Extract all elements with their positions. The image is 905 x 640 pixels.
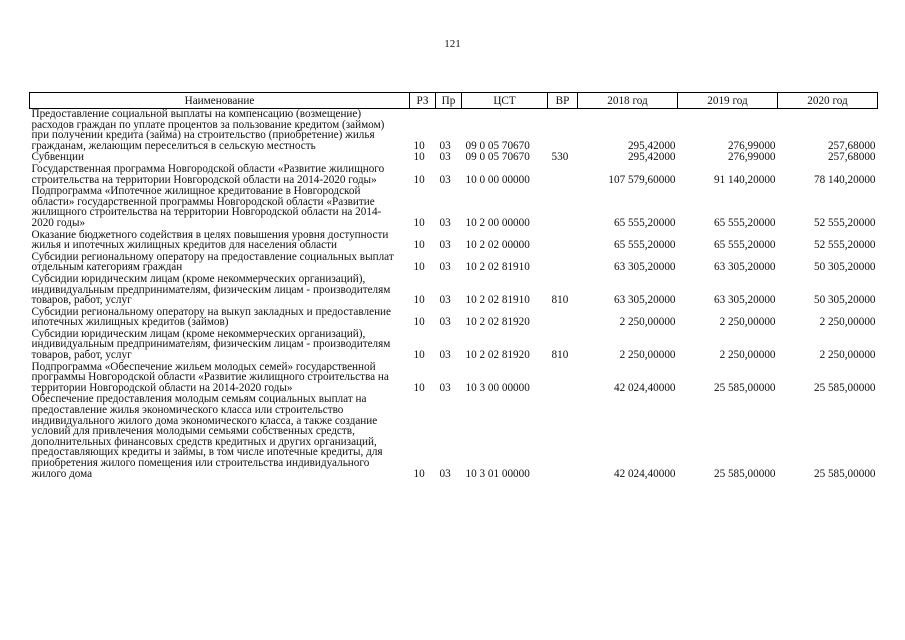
row-rz: 10 bbox=[413, 173, 425, 186]
row-2018: 2 250,00000 bbox=[619, 316, 676, 329]
row-2019: 2 250,00000 bbox=[719, 316, 776, 329]
row-name: Субсидии юридическим лицам (кроме некоммерческих организаций), индивидуальным предпринимателям, физическим лицам - производителям товаров, работ, услуг bbox=[31, 272, 391, 307]
header-pr: Пр bbox=[436, 93, 462, 109]
row-2020: 257,68000 bbox=[827, 139, 876, 152]
row-cst: 10 2 02 81910 bbox=[465, 294, 530, 307]
table-header-row bbox=[30, 93, 878, 109]
row-2018: 295,42000 bbox=[627, 151, 676, 164]
row-name: Субвенции bbox=[31, 151, 84, 164]
row-rz: 10 bbox=[413, 239, 425, 252]
table-row bbox=[30, 274, 878, 307]
row-pr: 03 bbox=[439, 316, 451, 329]
row-2020: 257,68000 bbox=[827, 151, 876, 164]
row-2018: 63 305,20000 bbox=[613, 261, 676, 274]
table-row bbox=[30, 230, 878, 252]
row-rz: 10 bbox=[413, 316, 425, 329]
table-row bbox=[30, 394, 878, 480]
row-rz: 10 bbox=[413, 216, 425, 229]
row-pr: 03 bbox=[439, 294, 451, 307]
row-name: Подпрограмма «Ипотечное жилищное кредитование в Новгородской области» государственной программы Новгородской области «Развитие жилищного строительства на территории Новгородской области на 2014-2020 годы» bbox=[31, 185, 382, 229]
header-2020: 2020 год bbox=[778, 93, 878, 109]
page-number: 121 bbox=[444, 38, 461, 50]
table-row bbox=[30, 362, 878, 395]
row-name: Обеспечение предоставления молодым семьям социальных выплат на предоставление жилья экономического класса или строительство индивидуального жилого дома экономического класса, а также создание условий для привлечения молодыми семьями собственных средств, дополнительных финансовых средств кредитных и других организаций, предоставляющих кредиты и займы, в том числе ипотечные кредиты, для приобретения жилого помещения или строительства индивидуального жилого дома bbox=[31, 393, 383, 480]
row-rz: 10 bbox=[413, 294, 425, 307]
row-rz: 10 bbox=[413, 151, 425, 164]
row-2019: 63 305,20000 bbox=[713, 294, 776, 307]
row-2020: 2 250,00000 bbox=[819, 316, 876, 329]
row-2018: 2 250,00000 bbox=[619, 349, 676, 362]
row-2018: 63 305,20000 bbox=[613, 294, 676, 307]
table-row bbox=[30, 252, 878, 274]
row-vr bbox=[548, 109, 578, 153]
row-pr: 03 bbox=[439, 173, 451, 186]
row-pr: 03 bbox=[439, 216, 451, 229]
row-2019: 65 555,20000 bbox=[713, 216, 776, 229]
budget-table bbox=[29, 92, 878, 480]
row-vr: 810 bbox=[551, 294, 569, 307]
row-2019: 25 585,00000 bbox=[713, 467, 776, 480]
row-2020: 50 305,20000 bbox=[813, 294, 876, 307]
table-row bbox=[30, 186, 878, 229]
table-row bbox=[30, 109, 878, 153]
table-row bbox=[30, 307, 878, 329]
row-2019: 91 140,20000 bbox=[713, 173, 776, 186]
row-rz: 10 bbox=[413, 467, 425, 480]
row-2020: 2 250,00000 bbox=[819, 349, 876, 362]
header-vr: ВР bbox=[548, 93, 578, 109]
row-vr bbox=[548, 186, 578, 229]
row-vr bbox=[548, 252, 578, 274]
row-rz: 10 bbox=[413, 261, 425, 274]
row-vr bbox=[548, 164, 578, 186]
row-2019: 276,99000 bbox=[727, 151, 776, 164]
row-pr: 03 bbox=[439, 151, 451, 164]
row-vr bbox=[548, 394, 578, 480]
row-pr: 03 bbox=[439, 349, 451, 362]
row-2020: 50 305,20000 bbox=[813, 261, 876, 274]
row-2018: 107 579,60000 bbox=[608, 173, 676, 186]
row-2020: 78 140,20000 bbox=[813, 173, 876, 186]
row-vr: 530 bbox=[551, 151, 569, 164]
row-cst: 10 2 02 81920 bbox=[465, 316, 530, 329]
row-2019: 65 555,20000 bbox=[713, 239, 776, 252]
row-pr: 03 bbox=[439, 139, 451, 152]
row-2019: 2 250,00000 bbox=[719, 349, 776, 362]
row-vr bbox=[548, 307, 578, 329]
header-2019: 2019 год bbox=[678, 93, 778, 109]
row-rz: 10 bbox=[413, 139, 425, 152]
row-cst: 10 0 00 00000 bbox=[465, 173, 530, 186]
row-2020: 52 555,20000 bbox=[813, 239, 876, 252]
row-2018: 42 024,40000 bbox=[613, 467, 676, 480]
row-cst: 10 2 02 00000 bbox=[465, 239, 530, 252]
row-cst: 10 2 02 81920 bbox=[465, 349, 530, 362]
row-name: Субсидии юридическим лицам (кроме некоммерческих организаций), индивидуальным предпринимателям, физическим лицам - производителям товаров, работ, услуг bbox=[31, 327, 391, 362]
row-name: Подпрограмма «Обеспечение жильем молодых семей» государственной программы Новгородской области «Развитие жилищного строительства на территории Новгородской области на 2014-2020 годы» bbox=[31, 360, 389, 394]
row-2018: 65 555,20000 bbox=[613, 216, 676, 229]
header-cst: ЦСТ bbox=[462, 93, 548, 109]
row-2020: 25 585,00000 bbox=[813, 381, 876, 394]
row-pr: 03 bbox=[439, 261, 451, 274]
row-cst: 10 2 00 00000 bbox=[465, 216, 530, 229]
row-vr: 810 bbox=[551, 349, 569, 362]
row-2019: 63 305,20000 bbox=[713, 261, 776, 274]
header-2018: 2018 год bbox=[578, 93, 678, 109]
row-2018: 295,42000 bbox=[627, 139, 676, 152]
row-cst: 09 0 05 70670 bbox=[465, 151, 530, 164]
row-vr bbox=[548, 230, 578, 252]
row-2018: 65 555,20000 bbox=[613, 239, 676, 252]
row-pr: 03 bbox=[439, 381, 451, 394]
row-cst: 09 0 05 70670 bbox=[465, 139, 530, 152]
row-2020: 25 585,00000 bbox=[813, 467, 876, 480]
row-cst: 10 2 02 81910 bbox=[465, 261, 530, 274]
row-pr: 03 bbox=[439, 467, 451, 480]
table-row bbox=[30, 164, 878, 186]
row-name: Субсидии региональному оператору на выкуп закладных и предоставление ипотечных жилищных кредитов (займов) bbox=[31, 305, 392, 329]
row-name: Оказание бюджетного содействия в целях повышения уровня доступности жилья и ипотечных жилищных кредитов для населения области bbox=[31, 228, 389, 252]
row-cst: 10 3 01 00000 bbox=[465, 467, 530, 480]
table-row bbox=[30, 329, 878, 362]
header-name: Наименование bbox=[30, 93, 410, 109]
row-2018: 42 024,40000 bbox=[613, 381, 676, 394]
header-rz: РЗ bbox=[410, 93, 436, 109]
row-vr bbox=[548, 362, 578, 395]
row-pr: 03 bbox=[439, 239, 451, 252]
row-2020: 52 555,20000 bbox=[813, 216, 876, 229]
row-cst: 10 3 00 00000 bbox=[465, 381, 530, 394]
row-rz: 10 bbox=[413, 349, 425, 362]
row-rz: 10 bbox=[413, 381, 425, 394]
row-2019: 25 585,00000 bbox=[713, 381, 776, 394]
row-name: Государственная программа Новгородской области «Развитие жилищного строительства на территории Новгородской области на 2014-2020 годы» bbox=[31, 162, 385, 186]
row-2019: 276,99000 bbox=[727, 139, 776, 152]
row-name: Предоставление социальной выплаты на компенсацию (возмещение) расходов граждан по уплате процентов за пользование кредитом (займом) при получении кредита (займа) на строительство (приобретение) жилья гражданам, желающим переселиться в сельскую местность bbox=[31, 108, 385, 152]
row-name: Субсидии региональному оператору на предоставление социальных выплат отдельным категориям граждан bbox=[31, 250, 394, 274]
